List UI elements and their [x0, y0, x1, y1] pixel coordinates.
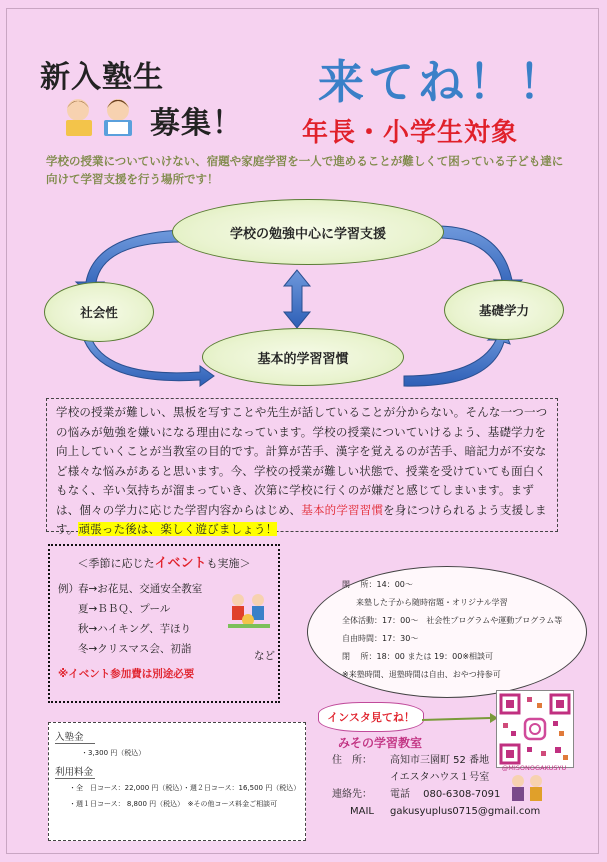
address-line-1: 高知市三園町 52 番地	[390, 755, 490, 766]
target-audience: 年長・小学生対象	[302, 118, 519, 148]
address-label: 住 所：	[332, 755, 372, 766]
events-title-post: 実施＞	[217, 557, 251, 570]
description-highlight-yellow: 頑張った後は、楽しく遊びましょう！	[78, 522, 278, 536]
ellipse-school-study-support: 学校の勉強中心に学習支援	[172, 199, 444, 265]
tel-number[interactable]: 電話 080-6308-7091	[390, 789, 501, 800]
monthly-fee-line-2: ・週１日コース： 8,800 円（税込） ※その他コース料金ご相談可	[69, 800, 278, 808]
event-row-text: 秋→ハイキング、芋ほり	[78, 623, 192, 635]
children-playing-illustration	[226, 590, 272, 630]
schedule-note: ※来塾時間、退塾時間は自由、おやつ持参可	[342, 670, 501, 679]
event-row-text: 冬→クリスマス会、初詣	[78, 643, 192, 655]
mail-label: MAIL	[350, 806, 374, 817]
description-text-1: 学校の授業が難しい、黒板を写すことや先生が話していることが分からない。そんな一つ一つの悩みが勉強を嫌いになる理由になっています。学校の授業についていけるよう、基礎学力を向上していくことが当教室の目的です。計算が苦手、漢字を覚えるのが苦手、暗記力が不安など様々な悩みがあると思います。今、学校の授業が難しい状態で、授業を受けていても面白くもなく、辛い気持ちが溜まっていき、次第に学校に行くのが嫌だと感じてしまいます。まずは、個々の学力に応じた学習内容からはじめ、	[56, 405, 548, 517]
address-spacer	[332, 769, 390, 786]
monthly-fee-line-1: ・全 日コース：22,000 円（税込）・週２日コース：16,500 円（税込）	[69, 784, 301, 792]
description-text-2: を身につけられるよう支援します。	[56, 502, 547, 536]
address-row	[332, 752, 540, 769]
intro-text: 学校の授業についていけない、宿題や家庭学習を一人で進めることが難しくて困っている子ども達に向けて学習支援を行う場所です！	[46, 154, 564, 186]
title-recruiting: 募集！	[150, 106, 243, 141]
description-box	[46, 398, 558, 536]
arrow-to-qr-icon	[420, 710, 500, 730]
schedule-open: 開 所：14：00～	[342, 580, 413, 589]
schedule-oval	[307, 566, 587, 698]
catchphrase: 来てね！！	[318, 55, 568, 109]
monthly-fee-label: 利用料金	[55, 764, 95, 779]
events-fee-note: ※イベント参加費は別途必要	[58, 668, 195, 680]
event-row-prefix	[58, 621, 78, 636]
schedule-group-activity: 全体活動：17：00～ 社会性プログラムや運動プログラム等	[342, 616, 563, 625]
event-row-text: 春→お花見、交通安全教室	[78, 583, 203, 595]
event-row-prefix: 例）	[58, 583, 79, 595]
fees-box	[48, 722, 306, 841]
schedule-homework: 来塾した子から随時宿題・オリジナル学習	[356, 598, 508, 607]
ellipse-basic-skills: 基礎学力	[444, 280, 564, 340]
event-row-prefix	[58, 601, 78, 616]
address-line-2: イエスタハウス１号室	[390, 772, 490, 783]
school-name: みその学習教室	[338, 736, 423, 750]
schedule-close: 閉 所：18：00 または 19：00※相談可	[342, 652, 494, 661]
ellipse-study-habits: 基本的学習習慣	[202, 328, 404, 386]
event-row-text: 夏→ＢＢＱ、プール	[78, 603, 171, 615]
events-box	[48, 544, 280, 703]
reading-kids-illustration	[58, 94, 142, 138]
instagram-handle: @MISONOGAKUSYU	[501, 764, 567, 772]
mail-address[interactable]: gakusyuplus0715@gmail.com	[390, 806, 541, 817]
events-title	[58, 552, 270, 571]
ellipse-sociality: 社会性	[44, 282, 154, 342]
schedule-free-time: 自由時間：17：30～	[342, 634, 419, 643]
events-title-pre: ＜季節に応じた	[77, 557, 155, 570]
instagram-callout: インスタ見てね！	[318, 702, 424, 732]
events-title-mid: も	[206, 557, 218, 570]
event-row-prefix	[58, 641, 78, 656]
title-new-students: 新入塾生	[40, 60, 164, 95]
admission-fee-value: ・3,300 円（税込）	[81, 749, 146, 757]
events-title-highlight: イベント	[154, 556, 207, 571]
event-row	[58, 641, 270, 656]
admission-fee-label: 入塾金	[55, 729, 95, 744]
description-highlight-red: 基本的学習習慣	[301, 502, 384, 517]
events-etc: など	[254, 650, 275, 662]
tel-label: 連絡先：	[332, 789, 372, 800]
kids-illustration-small	[508, 772, 546, 806]
